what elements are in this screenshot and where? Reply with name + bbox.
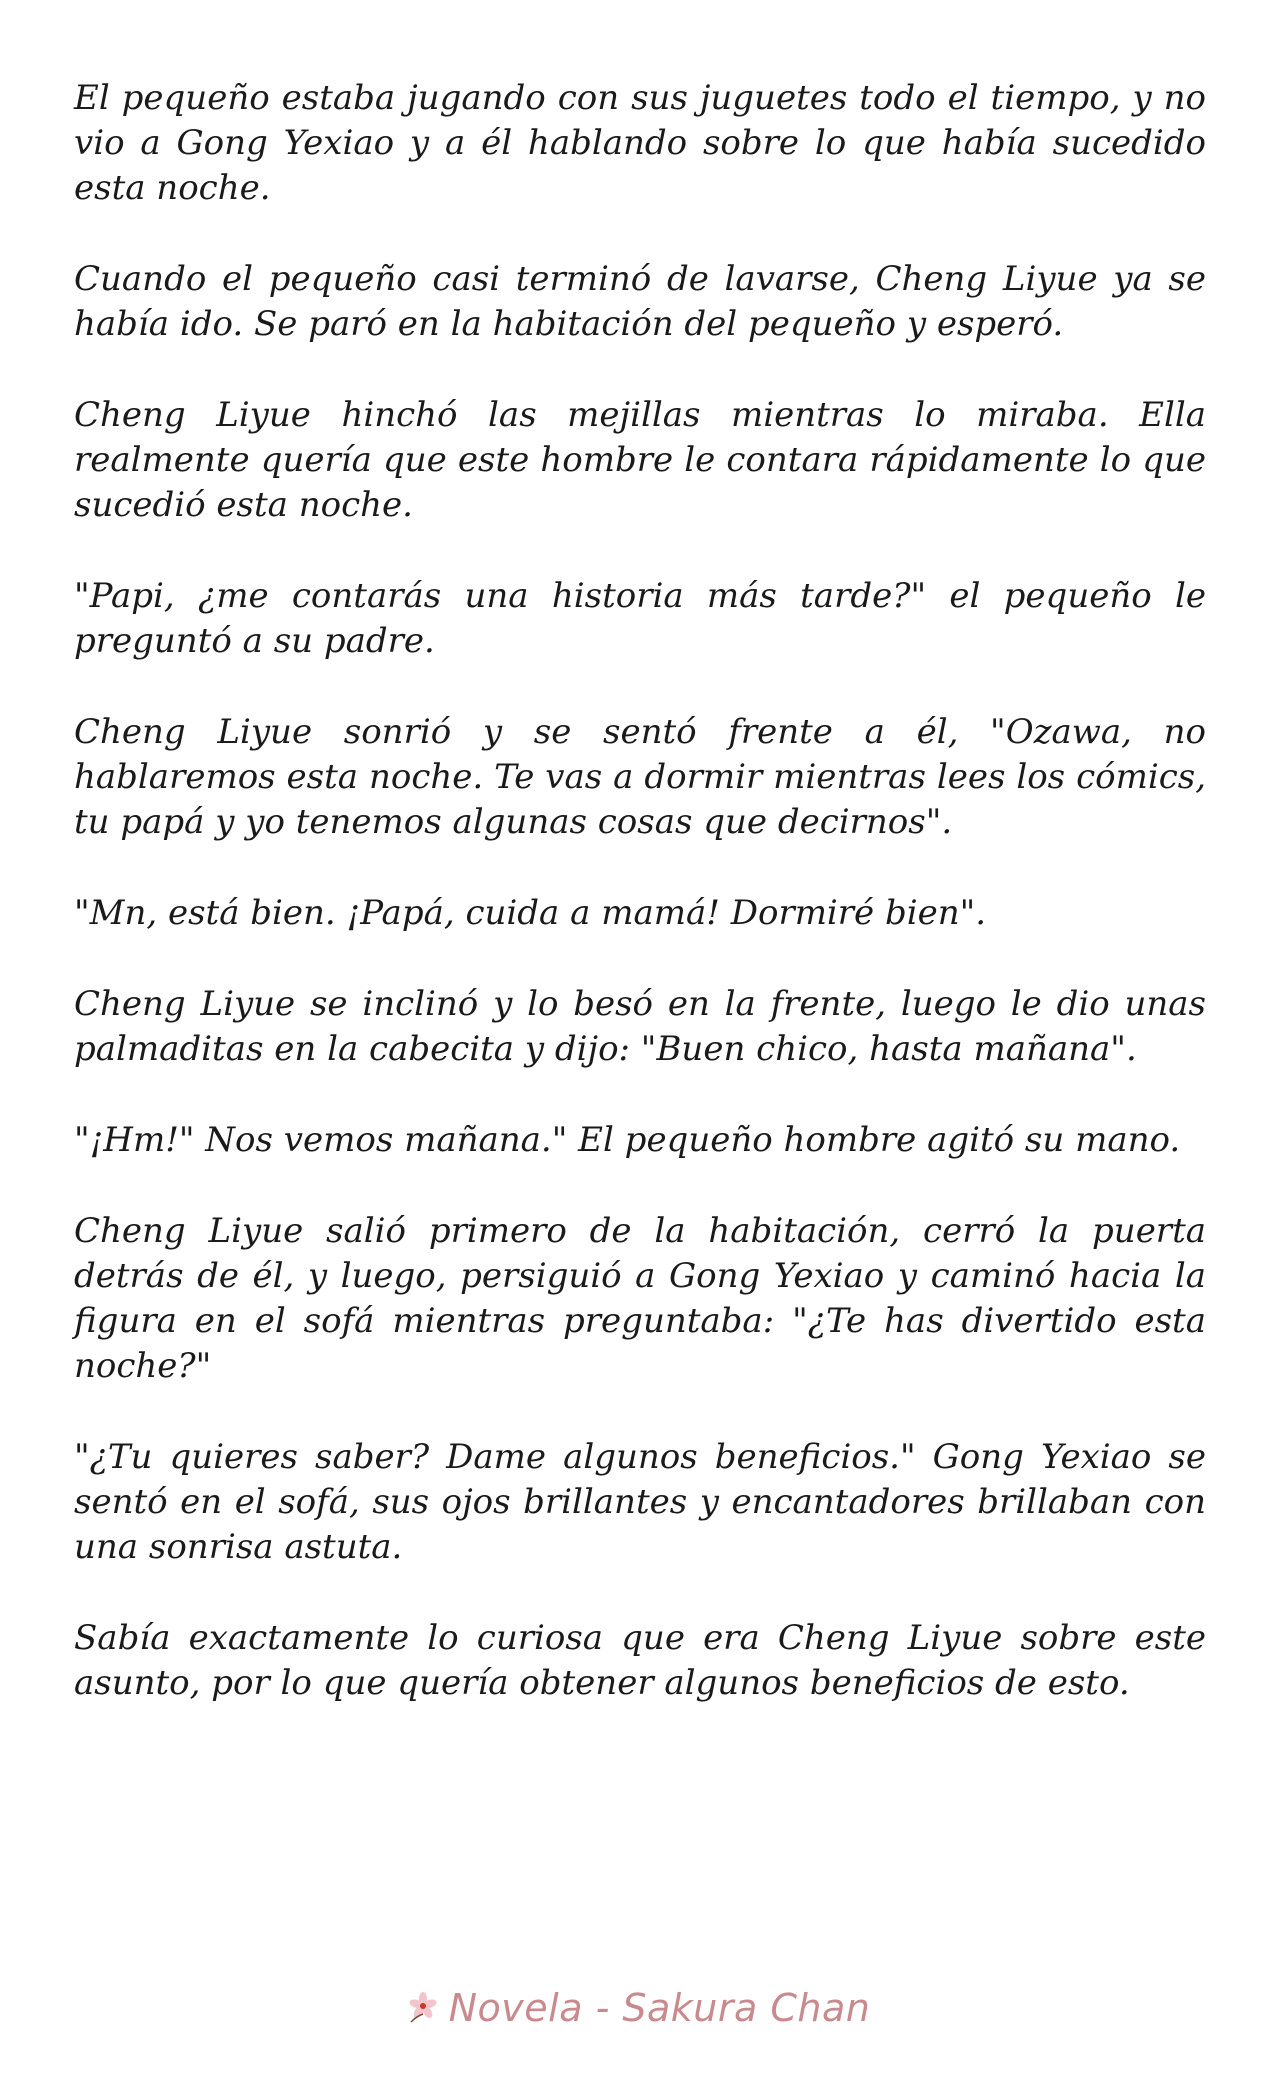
- paragraph-10: "¿Tu quieres saber? Dame algunos beneficios." Gong Yexiao se sentó en el sofá, sus ojos brillantes y encantadores brillaban con una sonrisa astuta.: [74, 1437, 1206, 1567]
- paragraph-3: Cheng Liyue hinchó las mejillas mientras lo miraba. Ella realmente quería que este hombre le contara rápidamente lo que sucedió esta noche.: [74, 395, 1206, 525]
- paragraph-1: El pequeño estaba jugando con sus juguetes todo el tiempo, y no vio a Gong Yexiao y a él hablando sobre lo que había sucedido esta noche.: [74, 78, 1206, 208]
- document-body: [74, 76, 1206, 1752]
- paragraph-11: Sabía exactamente lo curiosa que era Cheng Liyue sobre este asunto, por lo que quería obtener algunos beneficios de esto.: [74, 1618, 1206, 1703]
- footer-watermark: [0, 1986, 1275, 2030]
- sakura-flower-icon: [405, 1990, 441, 2026]
- paragraph-5: Cheng Liyue sonrió y se sentó frente a él, "Ozawa, no hablaremos esta noche. Te vas a dormir mientras lees los cómics, tu papá y yo tenemos algunas cosas que decirnos".: [74, 712, 1206, 842]
- paragraph-8: "¡Hm!" Nos vemos mañana." El pequeño hombre agitó su mano.: [74, 1120, 1181, 1160]
- paragraph-2: Cuando el pequeño casi terminó de lavarse, Cheng Liyue ya se había ido. Se paró en la habitación del pequeño y esperó.: [74, 259, 1206, 344]
- paragraph-4: "Papi, ¿me contarás una historia más tarde?" el pequeño le preguntó a su padre.: [74, 576, 1206, 661]
- paragraph-9: Cheng Liyue salió primero de la habitación, cerró la puerta detrás de él, y luego, persiguió a Gong Yexiao y caminó hacia la figura en el sofá mientras preguntaba: "¿Te has divertido esta noche?": [74, 1211, 1206, 1386]
- footer-text: Novela - Sakura Chan: [448, 1986, 871, 2030]
- paragraph-6: "Mn, está bien. ¡Papá, cuida a mamá! Dormiré bien".: [74, 893, 987, 933]
- paragraph-7: Cheng Liyue se inclinó y lo besó en la frente, luego le dio unas palmaditas en la cabecita y dijo: "Buen chico, hasta mañana".: [74, 984, 1206, 1069]
